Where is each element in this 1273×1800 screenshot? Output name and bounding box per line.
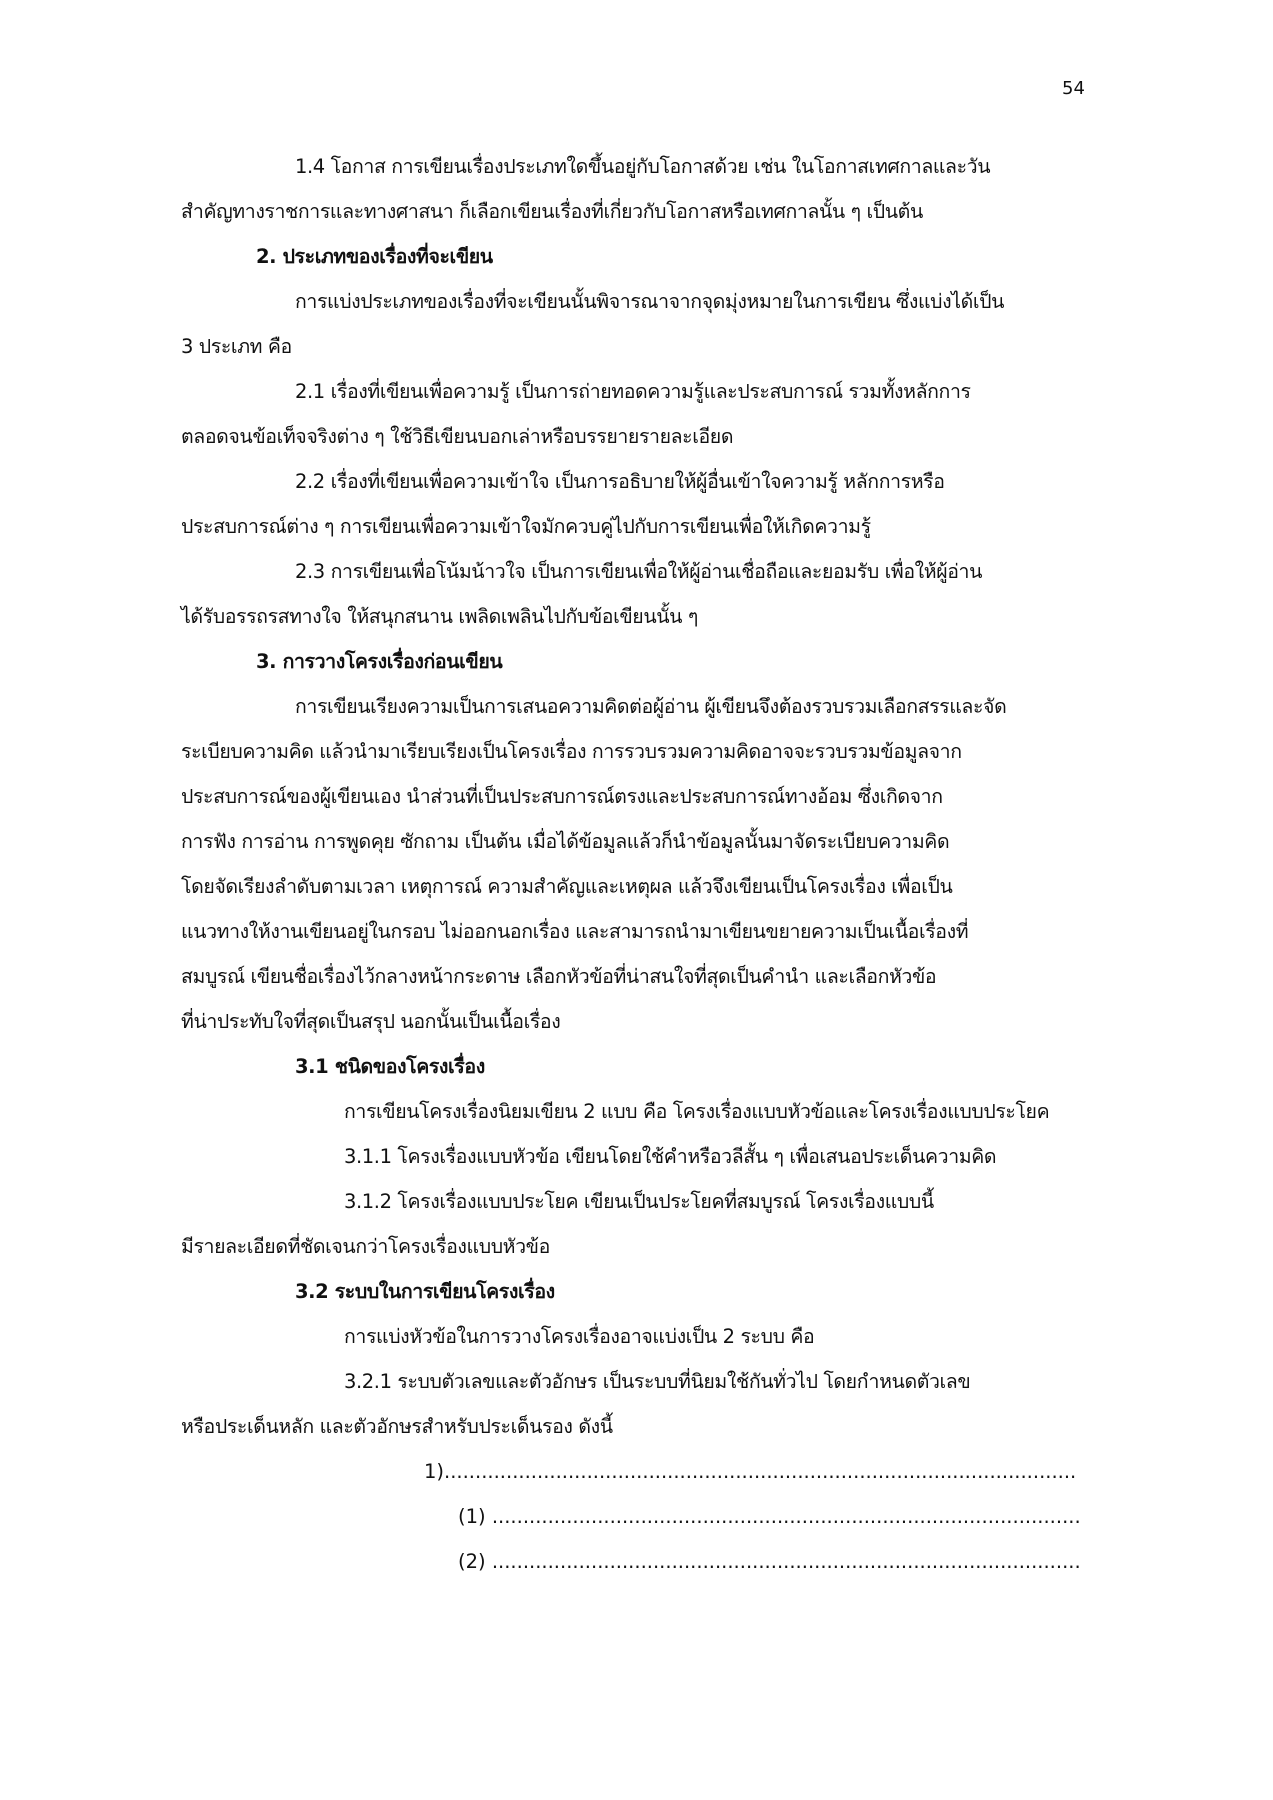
subsection-heading: 3.2 ระบบในการเขียนโครงเรื่อง: [295, 1280, 555, 1303]
paragraph-line: การเขียนโครงเรื่องนิยมเขียน 2 แบบ คือ โครงเรื่องแบบหัวข้อและโครงเรื่องแบบประโยค: [344, 1100, 1050, 1123]
paragraph-line: ระเบียบความคิด แล้วนำมาเรียบเรียงเป็นโครงเรื่อง การรวบรวมความคิดอาจจะรวบรวมข้อมูลจาก: [181, 740, 962, 763]
subsection-heading: 3.1 ชนิดของโครงเรื่อง: [295, 1055, 485, 1078]
paragraph-line: 2.3 การเขียนเพื่อโน้มน้าวใจ เป็นการเขียนเพื่อให้ผู้อ่านเชื่อถือและยอมรับ เพื่อให้ผู้อ่าน: [295, 560, 983, 583]
paragraph-line: 3.2.1 ระบบตัวเลขและตัวอักษร เป็นระบบที่นิยมใช้กันทั่วไป โดยกำหนดตัวเลข: [344, 1370, 971, 1393]
paragraph-line: การฟัง การอ่าน การพูดคุย ซักถาม เป็นต้น เมื่อได้ข้อมูลแล้วก็นำข้อมูลนั้นมาจัดระเบียบความคิด: [181, 830, 950, 853]
paragraph-line: การแบ่งหัวข้อในการวางโครงเรื่องอาจแบ่งเป็น 2 ระบบ คือ: [344, 1325, 815, 1348]
paragraph-line: ได้รับอรรถรสทางใจ ให้สนุกสนาน เพลิดเพลินไปกับข้อเขียนนั้น ๆ: [181, 605, 698, 628]
paragraph-line: ประสบการณ์ต่าง ๆ การเขียนเพื่อความเข้าใจมักควบคู่ไปกับการเขียนเพื่อให้เกิดความรู้: [181, 515, 871, 538]
paragraph-line: 3 ประเภท คือ: [181, 335, 292, 358]
paragraph-line: ตลอดจนข้อเท็จจริงต่าง ๆ ใช้วิธีเขียนบอกเล่าหรือบรรยายรายละเอียด: [181, 425, 734, 448]
section-heading: 3. การวางโครงเรื่องก่อนเขียน: [256, 650, 503, 673]
paragraph-line: หรือประเด็นหลัก และตัวอักษรสำหรับประเด็นรอง ดังนี้: [181, 1415, 613, 1438]
paragraph-line: การเขียนเรียงความเป็นการเสนอความคิดต่อผู้อ่าน ผู้เขียนจึงต้องรวบรวมเลือกสรรและจัด: [295, 695, 1007, 718]
outline-subitem: (2) ...............................................................................................: [458, 1550, 1081, 1573]
paragraph-line: แนวทางให้งานเขียนอยู่ในกรอบ ไม่ออกนอกเรื่อง และสามารถนำมาเขียนขยายความเป็นเนื้อเรื่องที่: [181, 920, 969, 943]
paragraph-line: 3.1.2 โครงเรื่องแบบประโยค เขียนเป็นประโยคที่สมบูรณ์ โครงเรื่องแบบนี้: [344, 1190, 934, 1213]
paragraph-line: มีรายละเอียดที่ชัดเจนกว่าโครงเรื่องแบบหัวข้อ: [181, 1235, 550, 1258]
paragraph-line: ที่น่าประทับใจที่สุดเป็นสรุป นอกนั้นเป็นเนื้อเรื่อง: [181, 1010, 561, 1033]
outline-subitem: (1) ...............................................................................................: [458, 1505, 1081, 1528]
paragraph-line: สำคัญทางราชการและทางศาสนา ก็เลือกเขียนเรื่องที่เกี่ยวกับโอกาสหรือเทศกาลนั้น ๆ เป็นต้น: [181, 200, 923, 223]
paragraph-line: 2.1 เรื่องที่เขียนเพื่อความรู้ เป็นการถ่ายทอดความรู้และประสบการณ์ รวมทั้งหลักการ: [295, 380, 971, 403]
section-heading: 2. ประเภทของเรื่องที่จะเขียน: [256, 245, 493, 268]
page-number: 54: [1062, 78, 1085, 99]
paragraph-line: 1.4 โอกาส การเขียนเรื่องประเภทใดขึ้นอยู่กับโอกาสด้วย เช่น ในโอกาสเทศกาลและวัน: [295, 155, 991, 178]
paragraph-line: 3.1.1 โครงเรื่องแบบหัวข้อ เขียนโดยใช้คำหรือวลีสั้น ๆ เพื่อเสนอประเด็นความคิด: [344, 1145, 997, 1168]
paragraph-line: โดยจัดเรียงลำดับตามเวลา เหตุการณ์ ความสำคัญและเหตุผล แล้วจึงเขียนเป็นโครงเรื่อง เพื่อเป็น: [181, 875, 953, 898]
paragraph-line: 2.2 เรื่องที่เขียนเพื่อความเข้าใจ เป็นการอธิบายให้ผู้อื่นเข้าใจความรู้ หลักการหรือ: [295, 470, 945, 493]
outline-item: 1)......................................................................................................: [424, 1460, 1077, 1483]
paragraph-line: การแบ่งประเภทของเรื่องที่จะเขียนนั้นพิจารณาจากจุดมุ่งหมายในการเขียน ซึ่งแบ่งได้เป็น: [295, 290, 1005, 313]
paragraph-line: ประสบการณ์ของผู้เขียนเอง นำส่วนที่เป็นประสบการณ์ตรงและประสบการณ์ทางอ้อม ซึ่งเกิดจาก: [181, 785, 943, 808]
paragraph-line: สมบูรณ์ เขียนชื่อเรื่องไว้กลางหน้ากระดาษ เลือกหัวข้อที่น่าสนใจที่สุดเป็นคำนำ และเลือกหัวข้อ: [181, 965, 937, 988]
